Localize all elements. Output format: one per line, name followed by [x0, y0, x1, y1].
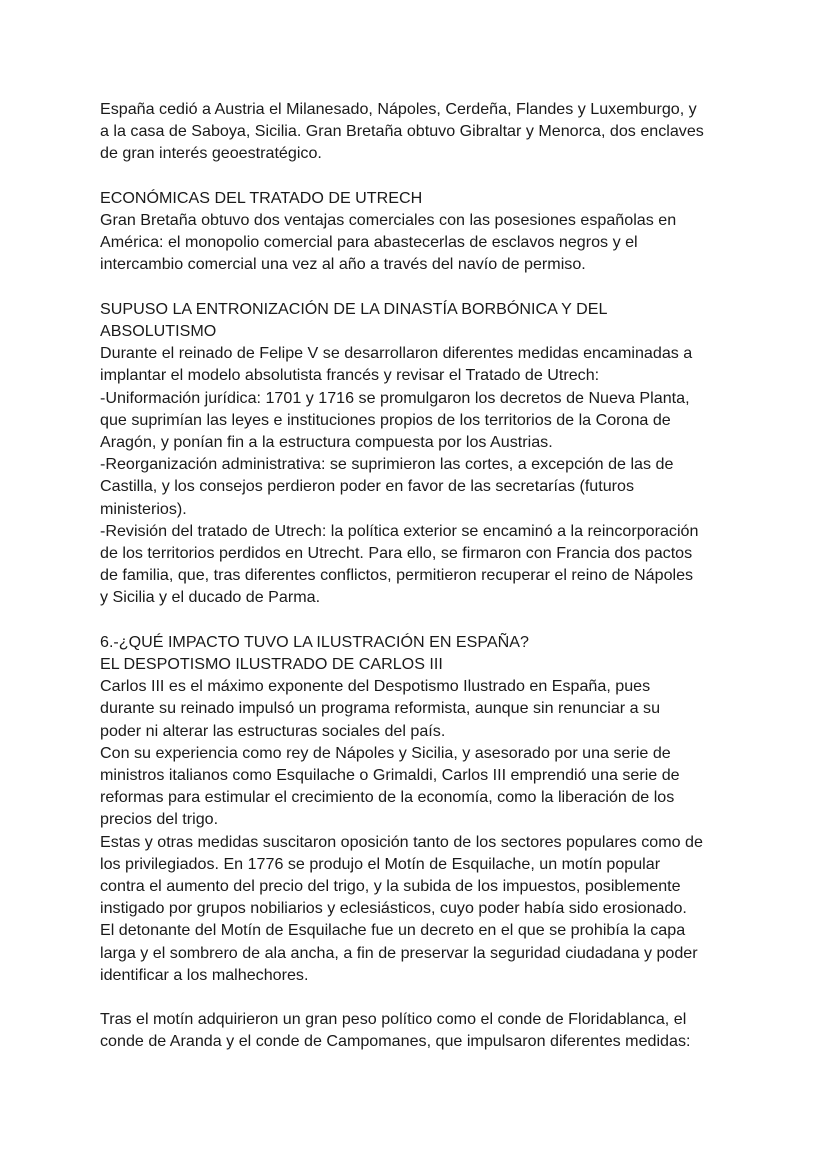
text-line: de gran interés geoestratégico.	[100, 144, 322, 163]
heading-line: EL DESPOTISMO ILUSTRADO DE CARLOS III	[100, 655, 443, 674]
paragraph-reformas	[100, 742, 728, 831]
list-item-reorganizacion	[100, 453, 728, 520]
paragraph-carlos-iii	[100, 675, 728, 742]
text-line: Tras el motín adquirieron un gran peso político como el conde de Floridablanca, el	[100, 1010, 687, 1029]
paragraph-motin-esquilache	[100, 831, 728, 986]
text-line: larga y el sombrero de ala ancha, a fin de preservar la seguridad ciudadana y poder	[100, 943, 698, 962]
text-line: intercambio comercial una vez al año a través del navío de permiso.	[100, 255, 586, 274]
text-line: Con su experiencia como rey de Nápoles y Sicilia, y asesorado por una serie de	[100, 743, 671, 762]
paragraph-felipe-v	[100, 342, 728, 386]
text-line: a la casa de Saboya, Sicilia. Gran Bretaña obtuvo Gibraltar y Menorca, dos enclaves	[100, 122, 704, 141]
paragraph-tras-motin	[100, 1008, 728, 1052]
text-line: los privilegiados. En 1776 se produjo el Motín de Esquilache, un motín popular	[100, 854, 661, 873]
text-line: Aragón, y ponían fin a la estructura compuesta por los Austrias.	[100, 433, 553, 452]
text-line: El detonante del Motín de Esquilache fue un decreto en el que se prohibía la capa	[100, 921, 686, 940]
paragraph-gap	[100, 986, 728, 1008]
text-line: Castilla, y los consejos perdieron poder en favor de las secretarías (futuros	[100, 477, 635, 496]
text-line: América: el monopolio comercial para abastecerlas de esclavos negros y el	[100, 233, 638, 252]
paragraph-gap	[100, 276, 728, 298]
list-item-uniformacion	[100, 387, 728, 454]
text-line: ministerios).	[100, 499, 187, 518]
heading-ilustracion	[100, 631, 728, 675]
text-line: que suprimían las leyes e instituciones propios de los territorios de la Corona de	[100, 410, 671, 429]
heading-dinastia-borbonica	[100, 298, 728, 342]
text-line: identificar a los malhechores.	[100, 965, 309, 984]
heading-line: 6.-¿QUÉ IMPACTO TUVO LA ILUSTRACIÓN EN ESPAÑA?	[100, 632, 529, 651]
text-line: implantar el modelo absolutista francés y revisar el Tratado de Utrech:	[100, 366, 600, 385]
paragraph-gap	[100, 165, 728, 187]
text-line: durante su reinado impulsó un programa reformista, aunque sin renunciar a su	[100, 699, 661, 718]
text-line: instigado por grupos nobiliarios y eclesiásticos, cuyo poder había sido erosionado.	[100, 899, 687, 918]
paragraph-gap	[100, 609, 728, 631]
text-line: precios del trigo.	[100, 810, 219, 829]
text-line: conde de Aranda y el conde de Campomanes, que impulsaron diferentes medidas:	[100, 1032, 691, 1051]
text-line: reformas para estimular el crecimiento de la economía, como la liberación de los	[100, 788, 675, 807]
paragraph-utrecht-territories	[100, 98, 728, 165]
document-page	[100, 98, 728, 1053]
heading-line: ECONÓMICAS DEL TRATADO DE UTRECH	[100, 188, 423, 207]
text-line: -Uniformación jurídica: 1701 y 1716 se promulgaron los decretos de Nueva Planta,	[100, 388, 690, 407]
text-line: Carlos III es el máximo exponente del Despotismo Ilustrado en España, pues	[100, 677, 651, 696]
heading-line: SUPUSO LA ENTRONIZACIÓN DE LA DINASTÍA BORBÓNICA Y DEL	[100, 299, 608, 318]
text-line: -Reorganización administrativa: se suprimieron las cortes, a excepción de las de	[100, 455, 674, 474]
text-line: España cedió a Austria el Milanesado, Nápoles, Cerdeña, Flandes y Luxemburgo, y	[100, 100, 697, 118]
heading-economicas	[100, 187, 728, 209]
text-line: Gran Bretaña obtuvo dos ventajas comerciales con las posesiones españolas en	[100, 211, 677, 229]
text-line: ministros italianos como Esquilache o Grimaldi, Carlos III emprendió una serie de	[100, 766, 680, 785]
text-line: de familia, que, tras diferentes conflictos, permitieron recuperar el reino de Nápoles	[100, 566, 694, 585]
text-line: contra el aumento del precio del trigo, y la subida de los impuestos, posiblemente	[100, 877, 681, 896]
text-line: poder ni alterar las estructuras sociales del país.	[100, 721, 446, 740]
text-line: de los territorios perdidos en Utrecht. Para ello, se firmaron con Francia dos pactos	[100, 544, 693, 563]
heading-line: ABSOLUTISMO	[100, 322, 217, 340]
text-line: Estas y otras medidas suscitaron oposición tanto de los sectores populares como de	[100, 832, 703, 851]
text-line: Durante el reinado de Felipe V se desarrollaron diferentes medidas encaminadas a	[100, 344, 693, 363]
text-line: -Revisión del tratado de Utrech: la política exterior se encaminó a la reincorporación	[100, 521, 699, 540]
text-line: y Sicilia y el ducado de Parma.	[100, 588, 321, 607]
list-item-revision	[100, 520, 728, 609]
paragraph-economic-advantages	[100, 209, 728, 276]
